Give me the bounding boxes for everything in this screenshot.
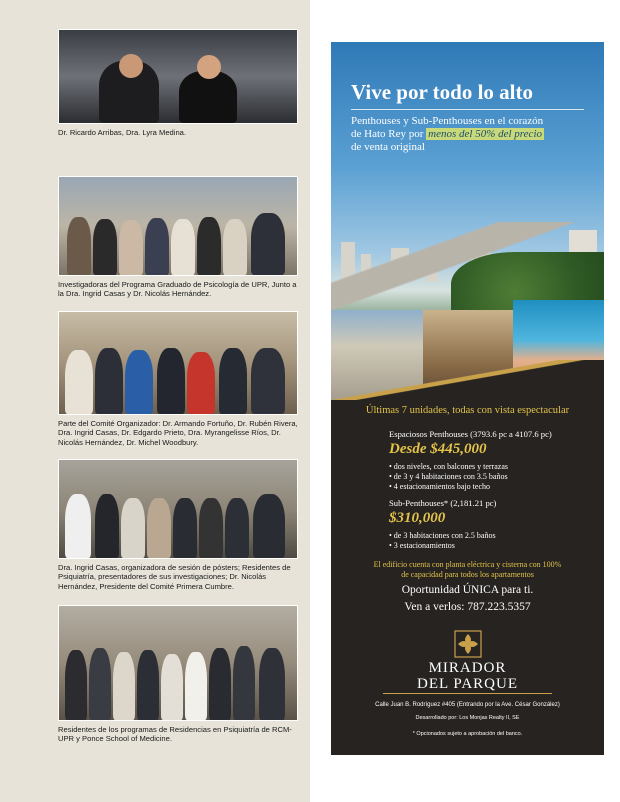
- address-text: Calle Juan B. Rodríguez #405 (Entrando por la Ave. César González): [375, 702, 560, 708]
- photo-caption-2: Investigadoras del Programa Graduado de Psicología de UPR, Junto a la Dra. Ingrid Casas y Dr. Nicolás Hernández.: [58, 280, 297, 299]
- photo-caption-4: Dra. Ingrid Casas, organizadora de sesión de pósters; Residentes de Psiquiatría, presentadores de sus investigaciones; Dr. Nicolás Hernández, Presidente del Comité Primera Cumbre.: [58, 563, 291, 591]
- fleur-logo-icon: [454, 630, 482, 658]
- footnote-text: * Opcionados sujeto a aprobación del banco.: [412, 731, 523, 737]
- logo-rule: [383, 693, 552, 694]
- event-photo-4: [58, 459, 298, 559]
- sub-penthouse-bullet-2: • 3 estacionamientos: [389, 541, 455, 550]
- penthouse-bullet-2: • de 3 y 4 habitaciones con 3.5 baños: [389, 472, 508, 481]
- photo-block-4: [58, 459, 303, 591]
- price-highlight: menos del 50% del precio: [428, 128, 542, 140]
- photo-block-2: [58, 176, 303, 299]
- ad-title: Vive por todo lo alto: [351, 80, 533, 104]
- photo-block-1: [58, 29, 303, 137]
- real-estate-ad: [331, 42, 604, 755]
- event-photo-5: [58, 605, 298, 721]
- event-photo-1: [58, 29, 298, 124]
- sub-penthouse-bullet-1: • de 3 habitaciones con 2.5 baños: [389, 531, 496, 540]
- penthouse-price: Desde $445,000: [389, 441, 487, 457]
- photo-caption-1: Dr. Ricardo Arribas, Dra. Lyra Medina.: [58, 128, 187, 137]
- sub-penthouse-heading: Sub-Penthouses* (2,181.21 pc): [389, 498, 497, 508]
- sub-penthouse-price: $310,000: [389, 510, 446, 526]
- event-photo-2: [58, 176, 298, 276]
- ad-title-rule: [351, 109, 584, 110]
- brand-logo-text: MIRADOR DEL PARQUE: [417, 660, 518, 692]
- phone-text: Ven a verlos: 787.223.5357: [404, 601, 531, 613]
- photo-block-3: [58, 311, 303, 447]
- photo-caption-5: Residentes de los programas de Residencias en Psiquiatría de RCM-UPR y Ponce School of Medicine.: [58, 725, 292, 744]
- developer-text: Desarrollado por: Los Monjas Realty II, SE: [415, 715, 520, 721]
- gold-swoosh: [331, 360, 604, 400]
- photo-block-5: [58, 605, 303, 744]
- penthouse-bullet-3: • 4 estacionamientos bajo techo: [389, 482, 490, 491]
- opportunity-text: Oportunidad ÚNICA para ti.: [401, 584, 534, 596]
- ad-subtitle: Penthouses y Sub-Penthouses en el corazón de Hato Rey por menos del 50% del precio de venta original: [351, 115, 544, 153]
- units-heading: Últimas 7 unidades, todas con vista espectacular: [365, 405, 570, 416]
- building-note: El edificio cuenta con planta eléctrica y cisterna con 100% de capacidad para todos los apartamentos: [373, 560, 562, 579]
- penthouse-bullet-1: • dos niveles, con balcones y terrazas: [389, 462, 508, 471]
- event-photo-3: [58, 311, 298, 415]
- photo-caption-3: Parte del Comité Organizador: Dr. Armando Fortuño, Dr. Rubén Rivera, Dra. Ingrid Casas, Dr. Edgardo Prieto, Dra. Myrangelisse Ríos, Dr. Nicolás Hernández, Dr. Michel Woodbury.: [58, 419, 298, 447]
- penthouse-heading: Espaciosos Penthouses (3793.6 pc a 4107.6 pc): [389, 429, 552, 439]
